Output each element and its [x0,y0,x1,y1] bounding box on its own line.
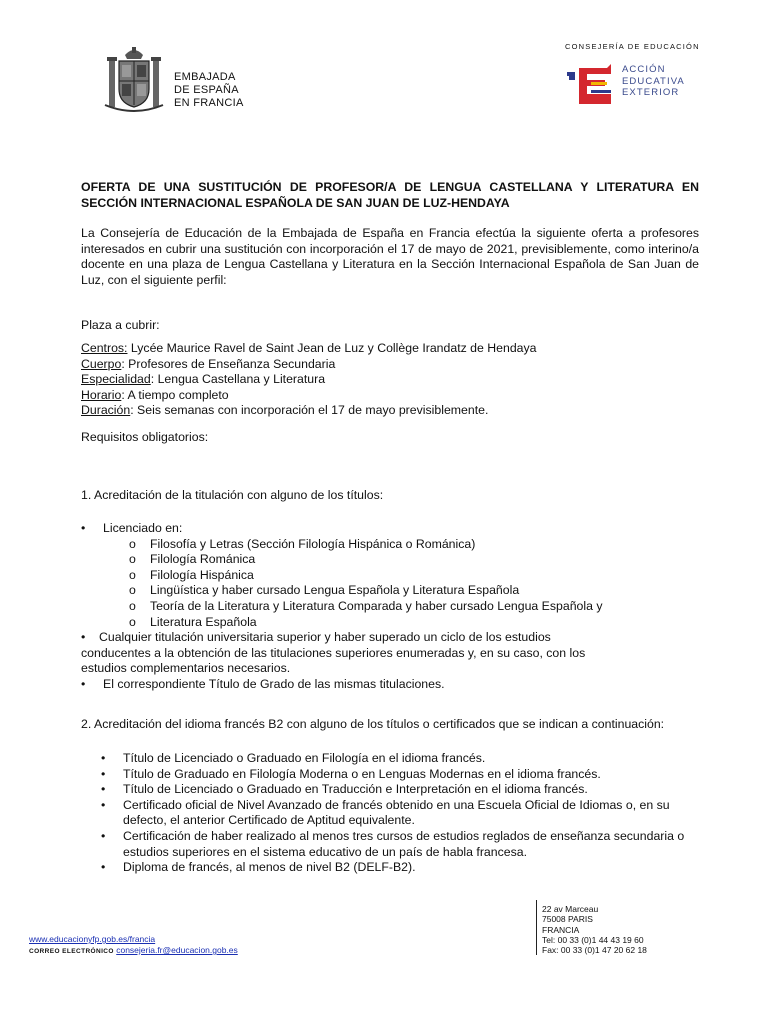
list-item-continuation: estudios complementarios necesarios. [81,661,291,676]
list-item-text: Diploma de francés, al menos de nivel B2 (DELF-B2). [123,860,416,875]
sub-list-item [81,583,699,599]
bullet-icon: • [101,751,106,765]
plaza-row-centros [81,341,699,357]
email-link[interactable]: consejeria.fr@educacion.gob.es [116,945,238,955]
bullet-icon: • [101,860,106,875]
aee-logo-text [622,64,685,99]
circle-bullet-icon: o [129,552,136,567]
list-item-text: Certificado oficial de Nivel Avanzado de francés obtenido en una Escuela Oficial de Idiomas o, en su defecto, el anterior Certificado de Aptitud equivalente. [123,797,670,828]
plaza-value: : A tiempo completo [121,387,229,402]
list-item [81,860,699,876]
list-item-text: Título de Licenciado o Graduado en Traducción e Interpretación en el idioma francés. [123,782,588,797]
sub-list-item-text: Filosofía y Letras (Sección Filología Hispánica o Románica) [150,536,476,551]
list-item-text: Cualquier titulación universitaria superior y haber superado un ciclo de los estudios [99,630,551,645]
requisito-titulacion: 1. Acreditación de la titulación con alguno de los títulos: [81,488,384,502]
circle-bullet-icon: o [129,536,136,551]
plaza-value: Lycée Maurice Ravel de Saint Jean de Luz y Collège Irandatz de Hendaya [127,341,537,355]
sub-list-item-text: Lingüística y haber cursado Lengua Española y Literatura Española [150,583,520,598]
list-item [81,751,699,767]
bullet-icon: • [81,630,86,645]
footer-divider [536,900,537,955]
circle-bullet-icon: o [129,614,136,629]
website-link[interactable]: www.educacionyfp.gob.es/francia [29,934,156,944]
sub-list-item [81,552,699,568]
requisito-idioma: 2. Acreditación del idioma francés B2 con alguno de los títulos o certificados que se indican a continuación: [81,717,665,731]
sub-list-item [81,615,699,631]
consejeria-label: CONSEJERÍA DE EDUCACIÓN [565,42,700,51]
plaza-label: Cuerpo [81,356,122,371]
embassy-line: DE ESPAÑA [174,84,239,96]
aee-line: EDUCATIVA [622,75,685,87]
address-line: 22 av Marceau [542,904,599,914]
embassy-line: EN FRANCIA [174,97,244,109]
spanish-coat-of-arms-icon [103,45,165,117]
list-item [81,767,699,783]
titulacion-list [81,521,699,693]
plaza-heading: Plaza a cubrir: [81,318,160,332]
plaza-label: Horario [81,387,122,402]
accion-educativa-exterior-logo-icon [567,62,613,106]
plaza-row-horario [81,388,699,404]
address-line: FRANCIA [542,924,580,935]
circle-bullet-icon: o [129,583,136,598]
list-item [81,521,699,537]
circle-bullet-icon: o [129,598,136,613]
footer-address [542,904,647,955]
sub-list-item-text: Filología Hispánica [150,567,254,582]
list-item [81,798,699,829]
sub-list-item [81,568,699,584]
embassy-name [174,71,244,110]
plaza-row-cuerpo [81,357,699,373]
plaza-row-especialidad [81,372,699,388]
bullet-icon: • [101,828,106,843]
plaza-value: : Seis semanas con incorporación el 17 de mayo previsiblemente. [130,403,489,418]
aee-line: ACCIÓN [622,64,666,75]
address-line: Tel: 00 33 (0)1 44 43 19 60 [542,934,644,945]
plaza-details [81,341,699,419]
list-item [81,677,699,693]
bullet-icon: • [101,782,106,797]
circle-bullet-icon: o [129,567,136,582]
list-item [81,829,699,860]
list-item-text: Título de Licenciado o Graduado en Filología en el idioma francés. [123,751,486,765]
plaza-label: Duración [81,403,131,418]
list-item [81,782,699,798]
address-line: Fax: 00 33 (0)1 47 20 62 18 [542,945,647,956]
intro-paragraph: La Consejería de Educación de la Embajada de España en Francia efectúa la siguiente oferta a profesores interesados en cubrir una sustitución con incorporación el 17 de mayo de 2021, previsiblemente, como interino/a docente en una plaza de Lengua Castellana y Literatura en la Sección Internacional Española de San Juan de Luz, con el siguiente perfil: [81,226,699,287]
footer-contact [29,934,238,957]
list-item [81,630,699,646]
plaza-value: : Lengua Castellana y Literatura [150,372,326,387]
sub-list-item [81,599,699,615]
address-line: 75008 PARIS [542,914,593,925]
bullet-icon: • [101,766,106,781]
email-label: CORREO ELECTRÓNICO [29,948,114,955]
bullet-icon: • [101,797,106,812]
sub-list-item-text: Teoría de la Literatura y Literatura Comparada y haber cursado Lengua Española y [150,598,603,613]
sub-list-item-text: Filología Románica [150,552,256,567]
plaza-label: Especialidad [81,372,151,387]
offer-title: OFERTA DE UNA SUSTITUCIÓN DE PROFESOR/A DE LENGUA CASTELLANA Y LITERATURA EN SECCIÓN INTERNACIONAL ESPAÑOLA DE SAN JUAN DE LUZ-HENDAYA [81,180,699,210]
plaza-label: Centros: [81,341,128,355]
bullet-icon: • [81,676,86,691]
plaza-row-duracion [81,403,699,419]
embassy-line: EMBAJADA [174,71,236,83]
list-item-text: Título de Graduado en Filología Moderna o en Lenguas Modernas en el idioma francés. [123,766,601,781]
idioma-list [81,751,699,876]
list-item-text: El correspondiente Título de Grado de las mismas titulaciones. [103,676,445,691]
list-item-text: Certificación de haber realizado al menos tres cursos de estudios reglados de enseñanza secundaria o estudios superiores en el sistema educativo de un país de habla francesa. [123,828,685,859]
list-item-continuation: conducentes a la obtención de las titulaciones superiores enumeradas y, en su caso, con los [81,645,586,660]
bullet-icon: • [81,521,86,535]
sub-list-item [81,537,699,553]
sub-list-item-text: Literatura Española [150,614,257,629]
aee-line: EXTERIOR [622,87,680,98]
plaza-value: : Profesores de Enseñanza Secundaria [121,356,336,371]
list-item-text: Licenciado en: [103,521,183,535]
requisitos-heading: Requisitos obligatorios: [81,430,209,444]
